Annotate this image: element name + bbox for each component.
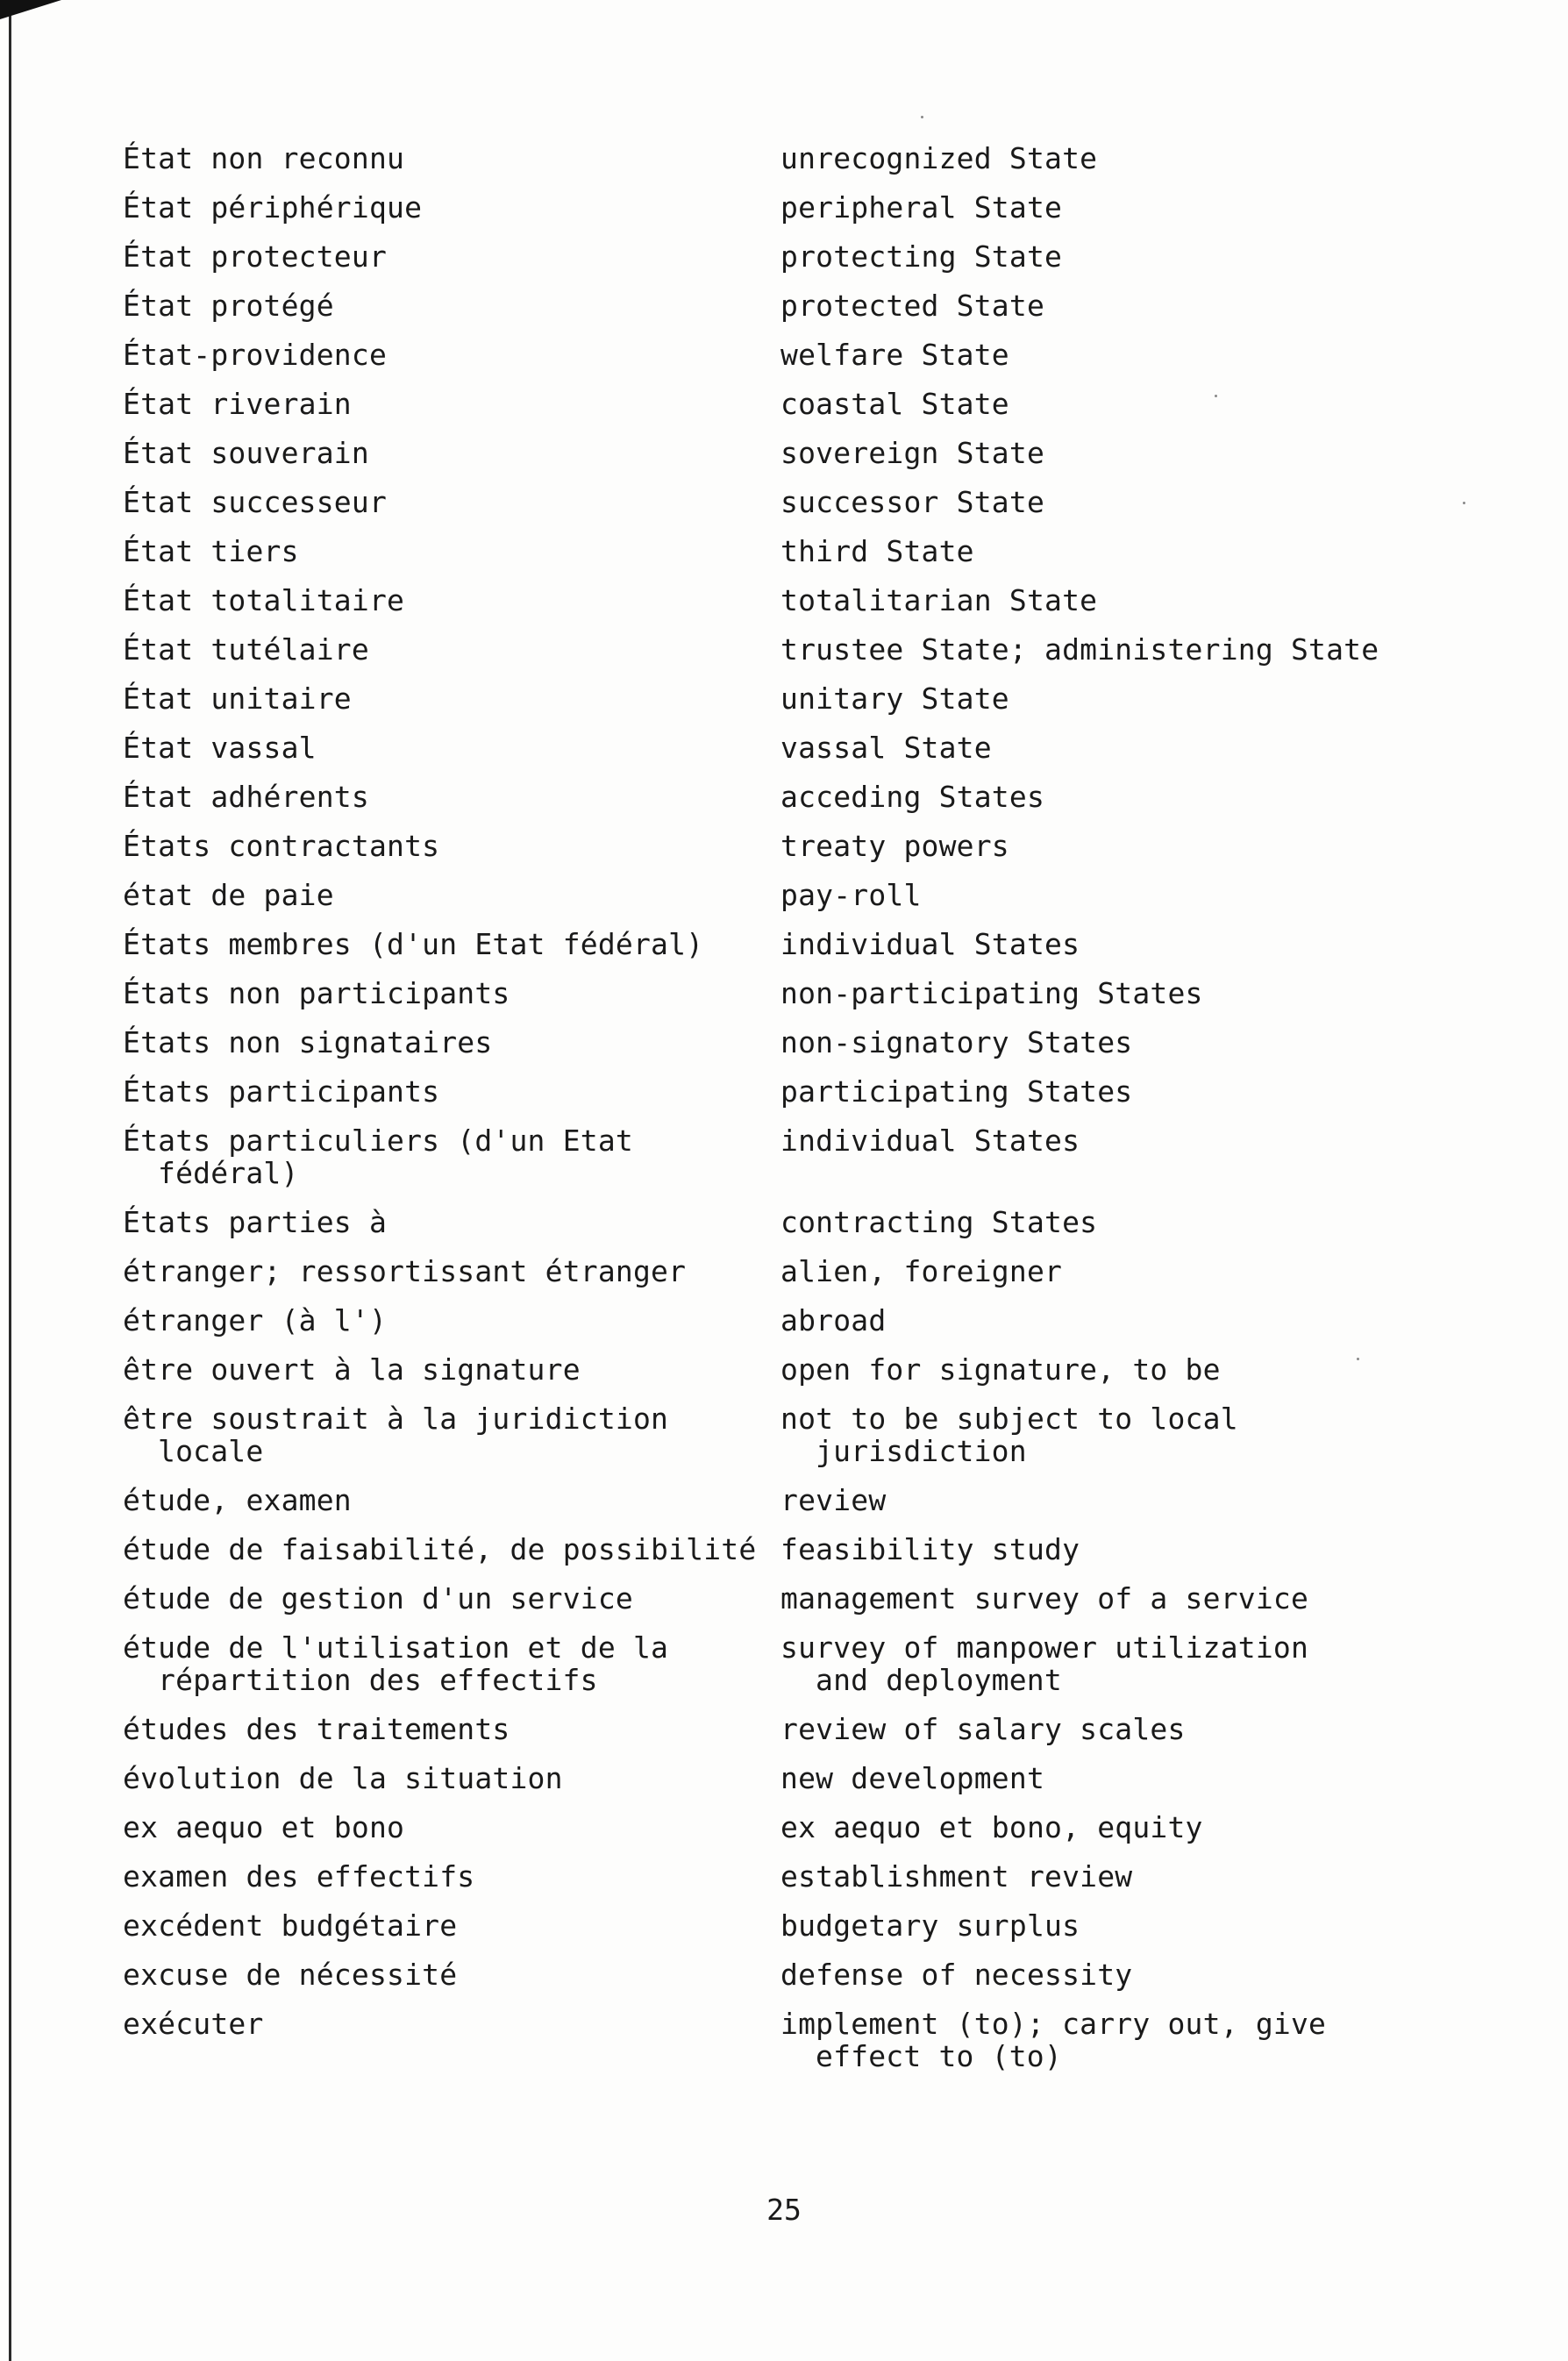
french-term-line: être ouvert à la signature — [123, 1352, 581, 1387]
french-term — [123, 1762, 780, 1794]
french-term-line: État totalitaire — [123, 583, 405, 617]
french-term-line: étude de gestion d'un service — [123, 1581, 633, 1616]
glossary-entry — [123, 1026, 1421, 1059]
english-term-line: review of salary scales — [780, 1712, 1186, 1746]
english-term-line: treaty powers — [780, 829, 1009, 863]
french-term — [123, 388, 780, 420]
glossary-entry — [123, 289, 1421, 322]
glossary-entry — [123, 1304, 1421, 1337]
french-term — [123, 1811, 780, 1844]
english-term-line: abroad — [780, 1303, 887, 1337]
english-term-line: unitary State — [780, 681, 1009, 716]
french-term — [123, 1484, 780, 1516]
english-term — [780, 1304, 1421, 1337]
french-term-line: examen des effectifs — [123, 1859, 475, 1894]
french-term-line: excuse de nécessité — [123, 1958, 458, 1992]
french-term-line: État unitaire — [123, 681, 352, 716]
english-term — [780, 486, 1421, 518]
french-term-line: étude de faisabilité, de possibilité — [123, 1532, 757, 1566]
glossary-entry — [123, 142, 1421, 175]
glossary-entry — [123, 339, 1421, 371]
glossary-entry — [123, 928, 1421, 960]
french-term-line: étranger (à l') — [123, 1303, 388, 1337]
english-term — [780, 1402, 1421, 1467]
english-term-line: non-participating States — [780, 976, 1203, 1010]
glossary-entry — [123, 830, 1421, 862]
french-term — [123, 191, 780, 224]
english-term-line: implement (to); carry out, give — [780, 2007, 1327, 2041]
glossary-entry — [123, 1762, 1421, 1794]
glossary-entry — [123, 633, 1421, 666]
english-term-line: participating States — [780, 1074, 1133, 1109]
english-term-line: totalitarian State — [780, 583, 1098, 617]
french-term-line: État tutélaire — [123, 632, 369, 667]
french-term — [123, 879, 780, 911]
french-term-line: États non signataires — [123, 1025, 493, 1059]
french-term-continuation: répartition des effectifs — [158, 1663, 598, 1697]
french-term-line: États particuliers (d'un Etat — [123, 1123, 633, 1158]
glossary-entry — [123, 1255, 1421, 1287]
english-term — [780, 240, 1421, 273]
english-term-line: feasibility study — [780, 1532, 1080, 1566]
french-term — [123, 1026, 780, 1059]
english-term — [780, 388, 1421, 420]
french-term — [123, 437, 780, 469]
french-term — [123, 633, 780, 666]
english-term-line: welfare State — [780, 338, 1009, 372]
french-term — [123, 1860, 780, 1893]
french-term-line: États non participants — [123, 976, 510, 1010]
glossary-entry — [123, 1533, 1421, 1566]
french-term-line: ex aequo et bono — [123, 1810, 405, 1844]
english-term-line: establishment review — [780, 1859, 1133, 1894]
english-term-line: protecting State — [780, 239, 1063, 274]
english-term-continuation: jurisdiction — [816, 1434, 1027, 1468]
english-term — [780, 633, 1421, 666]
glossary-entry — [123, 1075, 1421, 1108]
glossary-entry — [123, 191, 1421, 224]
french-term — [123, 142, 780, 175]
glossary-entry — [123, 1353, 1421, 1386]
french-term — [123, 486, 780, 518]
glossary-entry — [123, 1402, 1421, 1467]
binding-edge — [9, 0, 11, 2361]
english-term — [780, 289, 1421, 322]
french-term-line: État vassal — [123, 731, 317, 765]
english-term-continuation: and deployment — [816, 1663, 1062, 1697]
english-term — [780, 191, 1421, 224]
english-term-line: coastal State — [780, 387, 1009, 421]
french-term — [123, 584, 780, 617]
french-term — [123, 1353, 780, 1386]
french-term-line: études des traitements — [123, 1712, 510, 1746]
english-term — [780, 535, 1421, 567]
french-term — [123, 2008, 780, 2072]
glossary-entry — [123, 584, 1421, 617]
english-term-line: contracting States — [780, 1205, 1098, 1239]
glossary-entry — [123, 1206, 1421, 1238]
french-term — [123, 1304, 780, 1337]
glossary-entry — [123, 1631, 1421, 1696]
english-term — [780, 437, 1421, 469]
scan-speck — [1463, 502, 1465, 504]
french-term-line: État adhérents — [123, 780, 369, 814]
glossary-entry — [123, 1909, 1421, 1942]
french-term-line: exécuter — [123, 2007, 264, 2041]
french-term — [123, 535, 780, 567]
french-term-line: États membres (d'un Etat fédéral) — [123, 927, 704, 961]
glossary-entry — [123, 437, 1421, 469]
french-term-line: évolution de la situation — [123, 1761, 563, 1795]
english-term-line: non-signatory States — [780, 1025, 1133, 1059]
french-term-line: État protecteur — [123, 239, 388, 274]
glossary-entry — [123, 879, 1421, 911]
french-term — [123, 1206, 780, 1238]
french-term — [123, 977, 780, 1009]
french-term-line: État riverain — [123, 387, 352, 421]
french-term-line: État successeur — [123, 485, 388, 519]
english-term — [780, 1206, 1421, 1238]
english-term-continuation: effect to (to) — [816, 2039, 1062, 2073]
english-term-line: trustee State; administering State — [780, 632, 1379, 667]
french-term — [123, 1402, 780, 1467]
english-term-line: survey of manpower utilization — [780, 1630, 1309, 1665]
french-term-line: État protégé — [123, 289, 334, 323]
glossary-entry — [123, 781, 1421, 813]
english-term — [780, 1255, 1421, 1287]
english-term — [780, 977, 1421, 1009]
french-term-line: État tiers — [123, 534, 299, 568]
glossary-entry — [123, 240, 1421, 273]
french-term — [123, 1582, 780, 1615]
english-term-line: unrecognized State — [780, 141, 1098, 175]
english-term-line: review — [780, 1483, 887, 1517]
english-term — [780, 1909, 1421, 1942]
english-term — [780, 1631, 1421, 1696]
scan-speck — [921, 116, 923, 118]
english-term — [780, 830, 1421, 862]
glossary-entry — [123, 535, 1421, 567]
english-term — [780, 1075, 1421, 1108]
english-term-line: individual States — [780, 1123, 1080, 1158]
english-term — [780, 1713, 1421, 1745]
glossary-entry — [123, 1124, 1421, 1189]
corner-mark — [0, 0, 61, 19]
french-term-continuation: locale — [158, 1434, 264, 1468]
french-term — [123, 339, 780, 371]
english-term — [780, 1026, 1421, 1059]
english-term-line: budgetary surplus — [780, 1908, 1080, 1943]
english-term-line: management survey of a service — [780, 1581, 1309, 1616]
english-term — [780, 584, 1421, 617]
glossary-entry — [123, 1484, 1421, 1516]
french-term-line: étude, examen — [123, 1483, 352, 1517]
french-term-line: État non reconnu — [123, 141, 405, 175]
french-term — [123, 289, 780, 322]
english-term-line: alien, foreigner — [780, 1254, 1063, 1288]
glossary-entry — [123, 1811, 1421, 1844]
english-term-line: defense of necessity — [780, 1958, 1133, 1992]
glossary-entry — [123, 388, 1421, 420]
french-term-line: étranger; ressortissant étranger — [123, 1254, 687, 1288]
english-term — [780, 339, 1421, 371]
french-term-line: être soustrait à la juridiction — [123, 1402, 669, 1436]
french-term — [123, 1075, 780, 1108]
french-term-line: États participants — [123, 1074, 440, 1109]
french-term-line: États parties à — [123, 1205, 388, 1239]
english-term-line: peripheral State — [780, 190, 1063, 225]
english-term — [780, 1860, 1421, 1893]
glossary-entry — [123, 486, 1421, 518]
english-term-line: individual States — [780, 927, 1080, 961]
french-term — [123, 1533, 780, 1566]
french-term-line: État souverain — [123, 436, 369, 470]
glossary-entry — [123, 682, 1421, 715]
english-term — [780, 1533, 1421, 1566]
english-term — [780, 1958, 1421, 1991]
english-term — [780, 2008, 1421, 2072]
glossary-entry — [123, 731, 1421, 764]
english-term-line: sovereign State — [780, 436, 1045, 470]
english-term-line: pay-roll — [780, 878, 922, 912]
glossary-entry — [123, 1582, 1421, 1615]
english-term-line: protected State — [780, 289, 1045, 323]
french-term — [123, 1255, 780, 1287]
french-term-line: excédent budgétaire — [123, 1908, 458, 1943]
french-term-line: étude de l'utilisation et de la — [123, 1630, 669, 1665]
english-term-line: acceding States — [780, 780, 1045, 814]
english-term-line: not to be subject to local — [780, 1402, 1238, 1436]
glossary-entry — [123, 2008, 1421, 2072]
french-term-continuation: fédéral) — [158, 1156, 299, 1190]
french-term — [123, 1124, 780, 1189]
english-term — [780, 1484, 1421, 1516]
glossary-entry — [123, 977, 1421, 1009]
english-term — [780, 142, 1421, 175]
english-term — [780, 1762, 1421, 1794]
french-term — [123, 1631, 780, 1696]
english-term — [780, 1811, 1421, 1844]
french-term — [123, 731, 780, 764]
english-term-line: successor State — [780, 485, 1045, 519]
english-term — [780, 1124, 1421, 1189]
french-term — [123, 1909, 780, 1942]
english-term — [780, 1582, 1421, 1615]
english-term-line: new development — [780, 1761, 1045, 1795]
french-term-line: États contractants — [123, 829, 440, 863]
french-term-line: état de paie — [123, 878, 334, 912]
english-term-line: ex aequo et bono, equity — [780, 1810, 1203, 1844]
english-term — [780, 731, 1421, 764]
french-term — [123, 830, 780, 862]
english-term-line: open for signature, to be — [780, 1352, 1221, 1387]
glossary-entry — [123, 1860, 1421, 1893]
english-term-line: third State — [780, 534, 974, 568]
glossary-entry — [123, 1713, 1421, 1745]
french-term — [123, 682, 780, 715]
french-term — [123, 240, 780, 273]
french-term-line: État-providence — [123, 338, 388, 372]
english-term — [780, 781, 1421, 813]
english-term-line: vassal State — [780, 731, 992, 765]
french-term — [123, 1713, 780, 1745]
english-term — [780, 682, 1421, 715]
french-term — [123, 1958, 780, 1991]
french-term — [123, 928, 780, 960]
glossary-list — [123, 142, 1421, 2089]
page-number: 25 — [766, 2193, 802, 2227]
french-term-line: État périphérique — [123, 190, 423, 225]
english-term — [780, 1353, 1421, 1386]
english-term — [780, 928, 1421, 960]
glossary-entry — [123, 1958, 1421, 1991]
french-term — [123, 781, 780, 813]
english-term — [780, 879, 1421, 911]
